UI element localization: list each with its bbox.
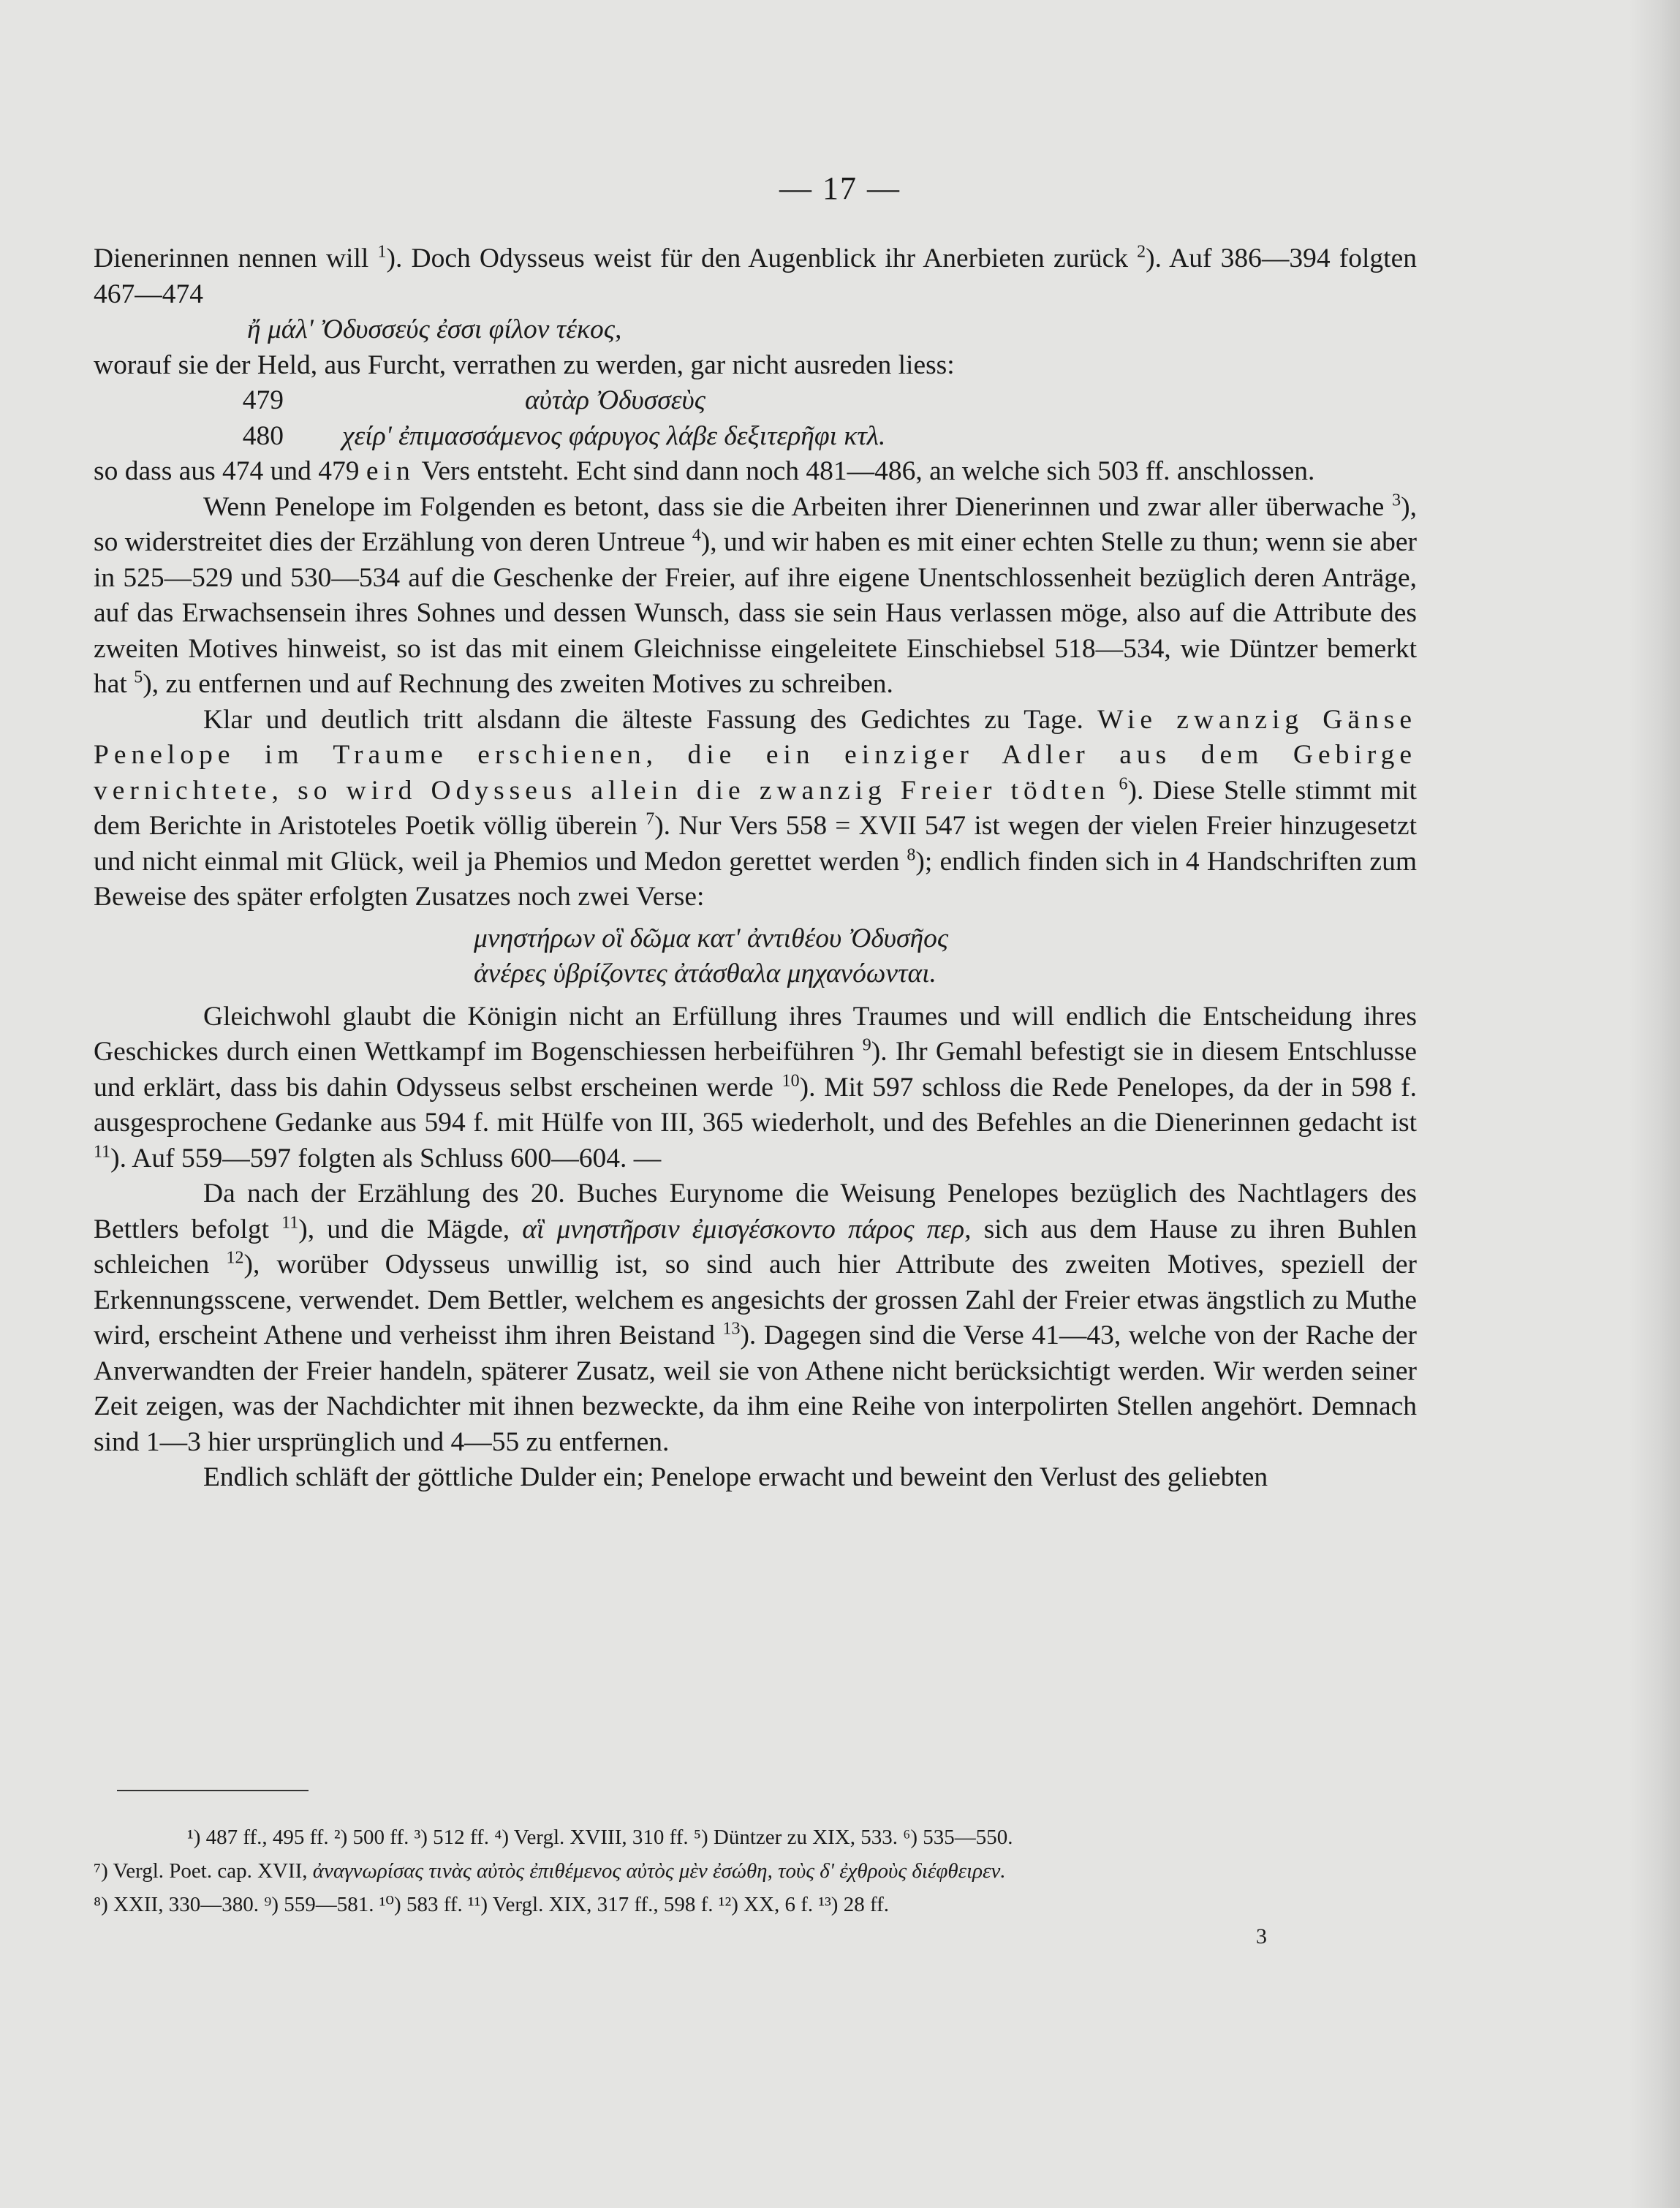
text-run: ), und die Mägde, bbox=[298, 1214, 510, 1244]
body-text bbox=[94, 241, 1417, 1496]
footnote-ref: 7 bbox=[646, 809, 655, 829]
text-run: so dass aus 474 und 479 bbox=[94, 456, 360, 486]
verse-479 bbox=[94, 383, 1417, 419]
text-run: Vers entsteht. Echt sind dann noch 481—486, an welche sich 503 ff. anschlossen. bbox=[421, 456, 1315, 486]
text-run: Da nach der Erzählung des 20. Buches Eurynome die Weisung Penelopes bezüglich des Nachtlagers des Bettlers befolgt bbox=[94, 1179, 1417, 1244]
footnote-ref: 3 bbox=[1392, 491, 1401, 510]
text-run: ). Ihr Gemahl befestigt sie in diesem Entschlusse und erklärt, dass bis dahin Odysseus selbst erscheinen werde bbox=[94, 1037, 1418, 1103]
paragraph-5 bbox=[94, 703, 1417, 915]
paragraph-1 bbox=[94, 241, 1417, 312]
footnote-line bbox=[94, 1854, 1417, 1888]
footnote-ref: 6 bbox=[1119, 774, 1128, 793]
verse-number: 479 bbox=[242, 385, 284, 415]
footnote-line: ⁸) XXII, 330—380. ⁹) 559—581. ¹⁰) 583 ff. ¹¹) Vergl. XIX, 317 ff., 598 f. ¹²) XX, 6 f. ¹³) 28 ff. bbox=[94, 1893, 889, 1916]
text-run: ), zu entfernen und auf Rechnung des zweiten Motives zu schreiben. bbox=[143, 669, 893, 699]
footnote-divider bbox=[117, 1790, 309, 1791]
greek-inline: αἳ μνηστῆρσιν ἐμισγέσκοντο πάρος περ, bbox=[522, 1214, 972, 1244]
greek-quote-1: ἤ μάλ' Ὀδυσσεύς ἐσσι φίλον τέκος, bbox=[247, 314, 622, 344]
text-run: ). Diese Stelle stimmt mit dem Berichte in Aristoteles Poetik völlig überein bbox=[94, 775, 1417, 841]
footnote-ref: 13 bbox=[722, 1319, 741, 1339]
footnote-ref: 10 bbox=[782, 1071, 800, 1090]
footnote-ref: 5 bbox=[134, 668, 143, 687]
text-run: ). Mit 597 schloss die Rede Penelopes, da der in 598 f. ausgesprochene Gedanke aus 594 f. mit Hülfe von III, 365 wiederholt, und des Befehles an die Dienerinnen gedacht ist bbox=[94, 1072, 1417, 1138]
text-run: ), und wir haben es mit einer echten Stelle zu thun; wenn sie aber in 525—529 und 530—534 auf die Geschenke der Freier, auf ihre eigene Unentschlossenheit bezüglich deren Anträge, auf das Erwachsensein ihres Sohnes und dessen Wunsch, dass sie sein Haus verlassen möge, also auf die Attribute des zweiten Motives hinweist, so ist das mit einem Gleichnisse eingeleitete Einschiebsel 518—534, wie Düntzer bemerkt hat bbox=[94, 527, 1417, 699]
emphasis-text: ein bbox=[366, 456, 415, 486]
text-run: ), worüber Odysseus unwillig ist, so sind auch hier Attribute des zweiten Motives, speziell der Erkennungsscene, verwendet. Dem Bettler, welchem es angesichts der grossen Zahl der Freier etwas ängstlich zu Muthe wird, erscheint Athene und verheisst ihm ihren Beistand bbox=[94, 1249, 1417, 1350]
footnote-line: ¹) 487 ff., 495 ff. ²) 500 ff. ³) 512 ff. ⁴) Vergl. XVIII, 310 ff. ⁵) Düntzer zu XIX, 533. ⁶) 535—550. bbox=[187, 1826, 1013, 1849]
footnote-ref: 2 bbox=[1137, 242, 1146, 262]
footnote-ref: 12 bbox=[226, 1248, 244, 1268]
text-run: ). Dagegen sind die Verse 41—43, welche von der Rache der Anverwandten der Freier handeln, späterer Zusatz, weil sie von Athene nicht berücksichtigt werden. Wir werden seiner Zeit zeigen, was der Nachdichter mit ihnen bezweckte, da ihm eine Reihe von interpolirten Stellen angehört. Demnach sind 1—3 hier ursprünglich und 4—55 zu entfernen. bbox=[94, 1320, 1417, 1457]
footnote-ref: 9 bbox=[862, 1035, 871, 1055]
paragraph-2: worauf sie der Held, aus Furcht, verrathen zu werden, gar nicht ausreden liess: bbox=[94, 349, 955, 380]
page-number: — 17 — bbox=[779, 170, 901, 206]
footnote-ref: 8 bbox=[907, 845, 916, 864]
paragraph-8: Endlich schläft der göttliche Dulder ein; Penelope erwacht und beweint den Verlust des geliebten bbox=[203, 1462, 1268, 1492]
paragraph-7 bbox=[94, 1176, 1417, 1460]
greek-quote-2 bbox=[94, 921, 1417, 992]
text-run: ); endlich finden sich in 4 Handschriften zum Beweise des später erfolgten Zusatzes noch zwei Verse: bbox=[94, 846, 1417, 912]
text-run: Gleichwohl glaubt die Königin nicht an Erfüllung ihres Traumes und will endlich die Entscheidung ihres Geschickes durch einen Wettkampf im Bogenschiessen herbeiführen bbox=[94, 1001, 1417, 1067]
greek-inline: ἀναγνωρίσας τινὰς αὐτὸς ἐπιθέμενος αὐτὸς μὲν ἐσώθη, τοὺς δ' ἐχθροὺς διέφθειρεν. bbox=[312, 1859, 1006, 1883]
greek-verse: μνηστήρων οἳ δῶμα κατ' ἀντιθέου Ὀδυσῆος bbox=[474, 923, 949, 953]
text-run: ). Auf 386—394 folgten 467—474 bbox=[94, 243, 1417, 309]
page-edge-shadow bbox=[1629, 0, 1680, 2208]
emphasis-text: Wie zwanzig Gänse Penelope im Traume erschienen, die ein einziger Adler aus dem Gebirge vernichtete, so wird Odysseus allein die zwanzig Freier tödten bbox=[94, 704, 1417, 806]
text-run: Wenn Penelope im Folgenden es betont, dass sie die Arbeiten ihrer Dienerinnen und zwar aller überwache bbox=[203, 491, 1385, 522]
text-run: ). Auf 559—597 folgten als Schluss 600—604. — bbox=[110, 1143, 662, 1173]
text-run: ), so widerstreitet dies der Erzählung von deren Untreue bbox=[94, 491, 1417, 557]
verse-text: χείρ' ἐπιμασσάμενος φάρυγος λάβε δεξιτερῆφι κτλ. bbox=[342, 420, 886, 451]
paragraph-6 bbox=[94, 999, 1417, 1177]
footnotes bbox=[94, 1821, 1417, 1921]
footnote-ref: 11 bbox=[94, 1142, 111, 1161]
text-run: ). Nur Vers 558 = XVII 547 ist wegen der vielen Freier hinzugesetzt und nicht einmal mit Glück, weil ja Phemios und Medon gerettet werden bbox=[94, 811, 1418, 877]
paragraph-4 bbox=[94, 490, 1417, 703]
text-run: sich aus dem Hause zu ihren Buhlen schleichen bbox=[94, 1214, 1417, 1279]
paragraph-3 bbox=[94, 454, 1417, 490]
footnote-ref: 1 bbox=[377, 242, 387, 262]
footnote-ref: 4 bbox=[692, 526, 701, 545]
verse-number: 480 bbox=[242, 420, 284, 451]
text-run: Klar und deutlich tritt alsdann die älteste Fassung des Gedichtes zu Tage. bbox=[203, 704, 1083, 735]
signature-mark: 3 bbox=[1256, 1924, 1267, 1948]
text-run: ⁷) Vergl. Poet. cap. XVII, bbox=[94, 1859, 308, 1883]
verse-480 bbox=[94, 419, 1417, 455]
verse-text: αὐτὰρ Ὀδυσσεὺς bbox=[525, 385, 705, 415]
greek-verse: ἀνέρες ὑβρίζοντες ἀτάσθαλα μηχανόωνται. bbox=[474, 959, 937, 988]
text-run: ). Doch Odysseus weist für den Augenblick ihr Anerbieten zurück bbox=[386, 243, 1128, 273]
text-run: Dienerinnen nennen will bbox=[94, 243, 369, 273]
footnote-ref: 11 bbox=[281, 1213, 299, 1232]
